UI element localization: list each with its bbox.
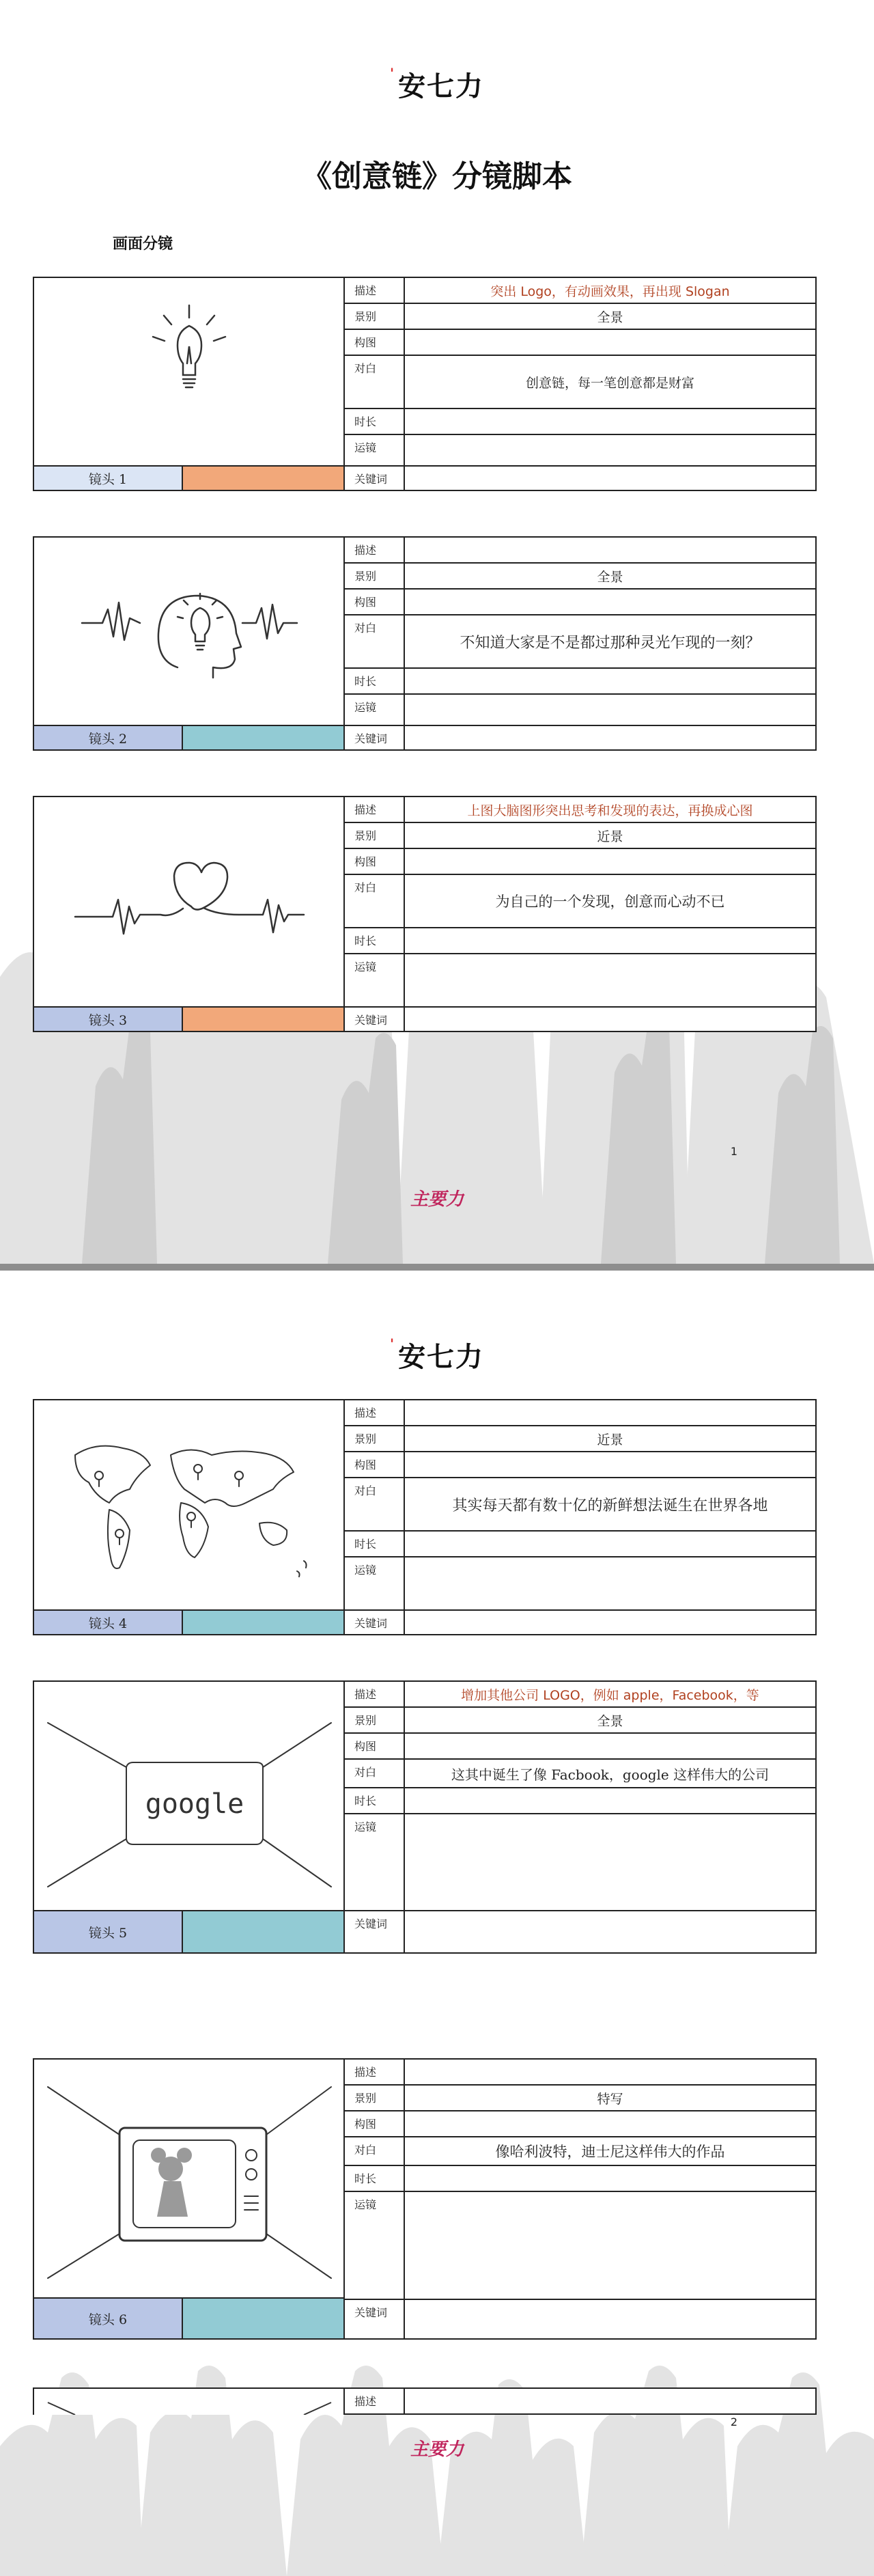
shot-2-picture (34, 538, 345, 726)
shot-1-label: 镜头 1 (34, 467, 183, 490)
field-describe (345, 2060, 815, 2086)
camera-value[interactable] (405, 1557, 815, 1609)
field-describe (345, 797, 815, 823)
composition-value[interactable] (405, 2111, 815, 2136)
dialogue-value[interactable]: 这其中诞生了像 Facbook，google 这样伟大的公司 (451, 1766, 770, 1783)
shot-6-picture (34, 2060, 345, 2300)
field-composition (345, 1452, 815, 1478)
keyword-value[interactable] (405, 1008, 815, 1032)
field-scale (345, 2086, 815, 2111)
dialogue-value[interactable]: 其实每天都有数十亿的新鲜想法诞生在世界各地 (452, 1497, 768, 1514)
describe-value[interactable]: 上图大脑图形突出思考和发现的表达，再换成心图 (467, 803, 753, 818)
field-label: 时长 (345, 409, 405, 434)
field-label: 时长 (345, 1532, 405, 1556)
footer-brand-logo: 主要力 (410, 2439, 464, 2460)
field-label: 运镜 (345, 1814, 405, 1910)
shot-5-label: 镜头 5 (34, 1911, 183, 1952)
field-dialogue (345, 615, 815, 669)
page-number: 1 (730, 1145, 737, 1158)
keyword-value[interactable] (405, 467, 815, 491)
dialogue-value[interactable]: 像哈利波特，迪士尼这样伟大的作品 (495, 2144, 725, 2160)
field-label: 景别 (345, 823, 405, 848)
shot-1-picture (34, 278, 345, 467)
field-camera (345, 2192, 815, 2300)
scale-value[interactable]: 特写 (597, 2091, 623, 2107)
field-label: 描述 (345, 1682, 405, 1706)
field-composition (345, 2111, 815, 2137)
field-label: 对白 (345, 875, 405, 927)
shot-3-color-tag (183, 1008, 343, 1031)
camera-value[interactable] (405, 435, 815, 465)
shot-5-footer (34, 1910, 345, 1952)
shot-card-1 (33, 277, 817, 491)
shot-card-2 (33, 536, 817, 751)
dialogue-value[interactable]: 为自己的一个发现，创意而心动不已 (495, 894, 725, 910)
field-label: 对白 (345, 1478, 405, 1530)
field-keyword (345, 467, 815, 491)
shot-4-picture (34, 1400, 345, 1611)
field-label: 时长 (345, 2166, 405, 2191)
head-lightbulb-icon (34, 538, 345, 726)
company-logo: ' 安七力 (389, 65, 485, 102)
field-label: 描述 (345, 1400, 405, 1425)
field-scale (345, 823, 815, 849)
field-label: 描述 (345, 2389, 405, 2413)
field-label: 构图 (345, 590, 405, 614)
footer-brand-logo: 主要力 (410, 1189, 464, 1210)
composition-value[interactable] (405, 1452, 815, 1477)
field-describe (345, 1682, 815, 1708)
shot-card-4 (33, 1399, 817, 1635)
keyword-value[interactable] (405, 2300, 815, 2340)
shot-card-3 (33, 796, 817, 1032)
field-composition (345, 1734, 815, 1760)
field-label: 时长 (345, 928, 405, 953)
field-dialogue (345, 2137, 815, 2166)
shot-6-color-tag (183, 2299, 343, 2338)
field-scale (345, 1708, 815, 1734)
field-scale (345, 1426, 815, 1452)
field-keyword (345, 1008, 815, 1032)
duration-value[interactable] (405, 1532, 815, 1556)
field-label: 关键词 (345, 2300, 405, 2340)
duration-value[interactable] (405, 669, 815, 693)
shot-1-color-tag (183, 467, 343, 490)
shot-3-footer (34, 1006, 345, 1031)
field-label: 关键词 (345, 1008, 405, 1032)
field-label: 时长 (345, 669, 405, 693)
shot-card-6 (33, 2058, 817, 2340)
field-label: 景别 (345, 1708, 405, 1732)
shot-6-footer (34, 2297, 345, 2338)
heartbeat-icon (34, 797, 345, 1008)
field-label: 关键词 (345, 726, 405, 751)
composition-value[interactable] (405, 849, 815, 874)
field-label: 关键词 (345, 1611, 405, 1635)
composition-value[interactable] (405, 1734, 815, 1758)
duration-value[interactable] (405, 1788, 815, 1813)
field-keyword (345, 1911, 815, 1954)
scale-value[interactable]: 全景 (597, 309, 623, 325)
page-number: 2 (730, 2415, 737, 2428)
field-camera (345, 435, 815, 467)
field-label: 运镜 (345, 1557, 405, 1609)
shot-7-picture (34, 2389, 345, 2415)
field-label: 运镜 (345, 954, 405, 1006)
field-camera (345, 1814, 815, 1911)
field-label: 构图 (345, 1452, 405, 1477)
google-frame-icon (34, 1682, 345, 1911)
shot-3-label: 镜头 3 (34, 1008, 183, 1031)
dialogue-value[interactable]: 创意链，每一笔创意都是财富 (525, 375, 694, 391)
field-keyword (345, 2300, 815, 2340)
composition-value[interactable] (405, 330, 815, 355)
field-duration (345, 2166, 815, 2192)
scale-value[interactable]: 全景 (597, 1713, 623, 1729)
camera-value[interactable] (405, 695, 815, 725)
describe-value[interactable]: 突出 Logo，有动画效果，再出现 Slogan (490, 283, 730, 299)
field-label: 构图 (345, 1734, 405, 1758)
company-logo: ' 安七力 (389, 1335, 485, 1373)
field-dialogue (345, 356, 815, 409)
shot-4-color-tag (183, 1611, 343, 1634)
duration-value[interactable] (405, 928, 815, 953)
tv-frame-icon (34, 2060, 345, 2300)
scale-value[interactable]: 近景 (597, 1432, 623, 1448)
field-label: 对白 (345, 2137, 405, 2165)
document-page-2 (0, 1271, 874, 2576)
field-label: 描述 (345, 797, 405, 822)
field-label: 运镜 (345, 695, 405, 725)
describe-value[interactable] (405, 538, 815, 562)
hands-watermark (0, 2351, 874, 2576)
document-title: 《创意链》分镜脚本 (302, 159, 572, 194)
composition-value[interactable] (405, 590, 815, 614)
camera-value[interactable] (405, 954, 815, 1006)
field-duration (345, 1788, 815, 1814)
shot-4-footer (34, 1609, 345, 1634)
field-dialogue (345, 1478, 815, 1532)
shot-6-label: 镜头 6 (34, 2299, 183, 2338)
shot-2-label: 镜头 2 (34, 726, 183, 749)
field-label: 构图 (345, 330, 405, 355)
shot-1-footer (34, 465, 345, 490)
field-label: 描述 (345, 2060, 405, 2084)
document-page-1 (0, 0, 874, 1264)
field-label: 时长 (345, 1788, 405, 1813)
field-describe (345, 2389, 815, 2415)
field-label: 景别 (345, 564, 405, 588)
world-map-icon (34, 1400, 345, 1611)
shot-5-color-tag (183, 1911, 343, 1952)
field-label: 构图 (345, 849, 405, 874)
field-camera (345, 954, 815, 1008)
keyword-value[interactable] (405, 1611, 815, 1635)
keyword-value[interactable] (405, 1911, 815, 1954)
describe-value[interactable] (405, 1400, 815, 1425)
camera-value[interactable] (405, 1814, 815, 1910)
field-label: 运镜 (345, 2192, 405, 2299)
field-scale (345, 564, 815, 590)
field-scale (345, 304, 815, 330)
field-composition (345, 849, 815, 875)
shot-card-7 (33, 2387, 817, 2415)
field-duration (345, 669, 815, 695)
duration-value[interactable] (405, 409, 815, 434)
scale-value[interactable]: 近景 (597, 829, 623, 844)
field-describe (345, 538, 815, 564)
field-label: 运镜 (345, 435, 405, 465)
field-keyword (345, 726, 815, 751)
field-duration (345, 409, 815, 435)
field-camera (345, 1557, 815, 1611)
lightbulb-icon (34, 278, 345, 467)
field-composition (345, 330, 815, 356)
field-label: 景别 (345, 2086, 405, 2110)
field-dialogue (345, 875, 815, 928)
field-composition (345, 590, 815, 615)
dialogue-value[interactable]: 不知道大家是不是都过那种灵光乍现的一刻？ (460, 634, 761, 652)
field-describe (345, 278, 815, 304)
field-label: 对白 (345, 356, 405, 408)
field-label: 对白 (345, 1760, 405, 1787)
field-camera (345, 695, 815, 726)
describe-value[interactable]: 增加其他公司 LOGO，例如 apple，Facebook，等 (461, 1687, 759, 1703)
keyword-value[interactable] (405, 726, 815, 751)
field-dialogue (345, 1760, 815, 1788)
frame-lines-icon (34, 2389, 345, 2415)
shot-4-label: 镜头 4 (34, 1611, 183, 1634)
describe-value[interactable] (405, 2060, 815, 2084)
shot-2-footer (34, 725, 345, 749)
field-describe (345, 1400, 815, 1426)
shot-2-color-tag (183, 726, 343, 749)
scale-value[interactable]: 全景 (597, 569, 623, 585)
shot-card-5 (33, 1680, 817, 1954)
field-keyword (345, 1611, 815, 1635)
field-label: 关键词 (345, 1911, 405, 1954)
google-drawing-text: google (145, 1788, 244, 1820)
shot-5-picture (34, 1682, 345, 1911)
field-label: 景别 (345, 1426, 405, 1451)
camera-value[interactable] (405, 2192, 815, 2299)
shot-3-picture (34, 797, 345, 1008)
field-label: 关键词 (345, 467, 405, 491)
field-duration (345, 1532, 815, 1557)
section-title: 画面分镜 (113, 236, 173, 253)
field-label: 构图 (345, 2111, 405, 2136)
field-duration (345, 928, 815, 954)
field-label: 对白 (345, 615, 405, 667)
field-label: 描述 (345, 278, 405, 303)
field-label: 景别 (345, 304, 405, 329)
describe-value[interactable] (405, 2389, 815, 2413)
field-label: 描述 (345, 538, 405, 562)
duration-value[interactable] (405, 2166, 815, 2191)
